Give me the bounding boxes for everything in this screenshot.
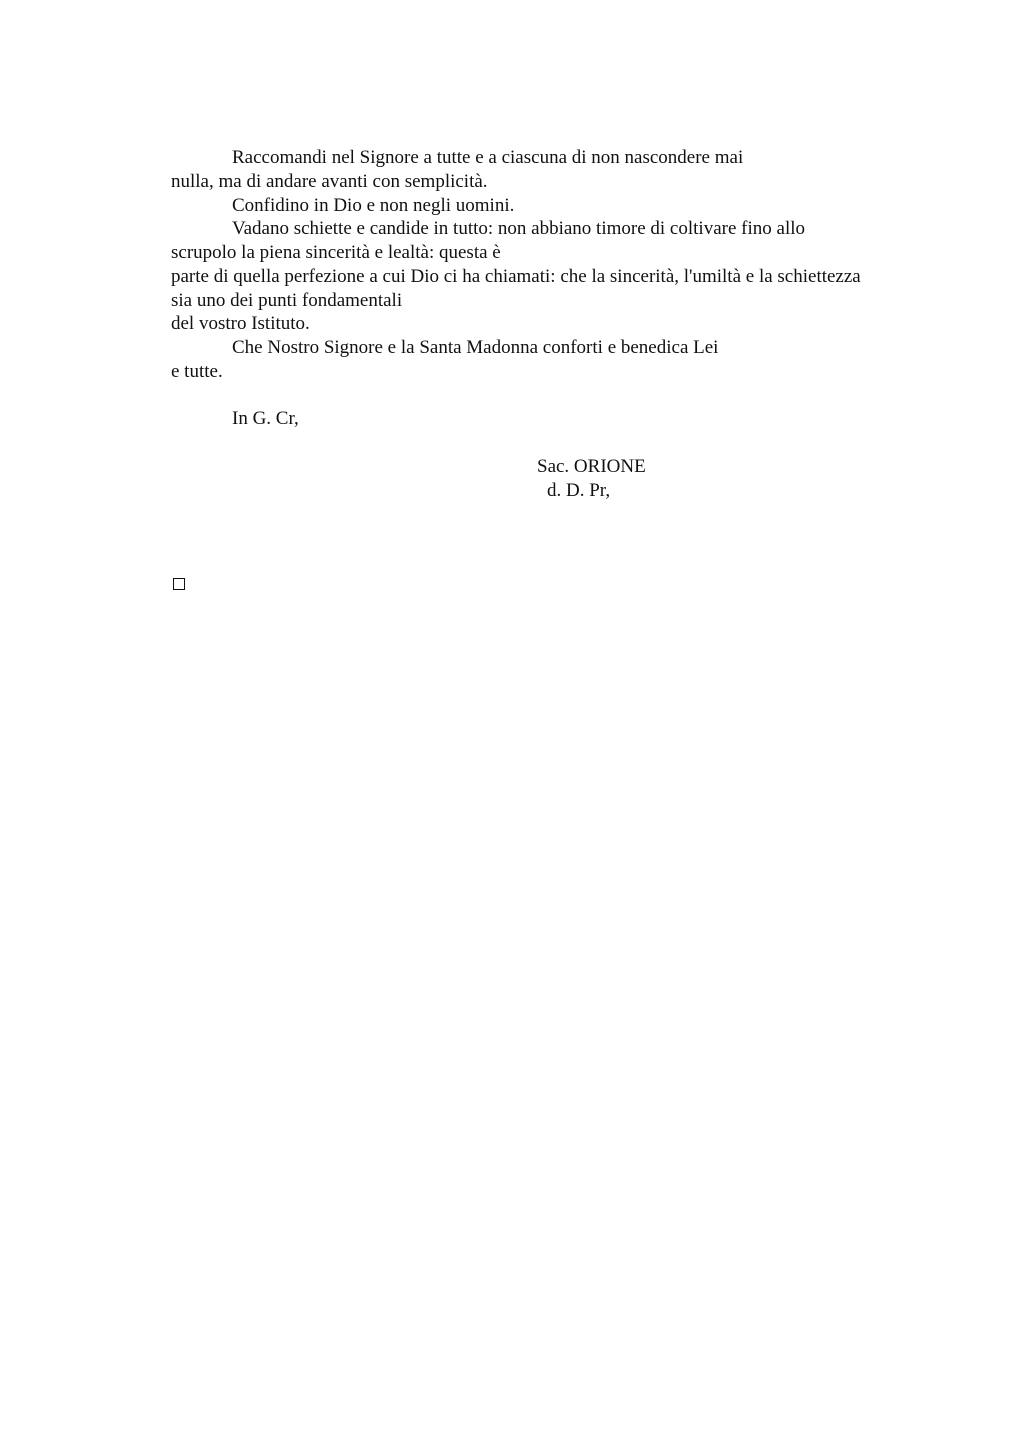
- body-line-7: sia uno dei punti fondamentali: [171, 290, 403, 311]
- body-line-9: Che Nostro Signore e la Santa Madonna conforti e benedica Lei: [232, 337, 719, 358]
- body-line-1: Raccomandi nel Signore a tutte e a ciascuna di non nascondere mai: [232, 147, 744, 168]
- body-line-4: Vadano schiette e candide in tutto: non abbiano timore di coltivare fino allo: [232, 218, 805, 239]
- body-line-10: e tutte.: [171, 361, 223, 382]
- checkbox-icon: [173, 578, 185, 590]
- body-line-8: del vostro Istituto.: [171, 313, 310, 334]
- signature-name: Sac. ORIONE: [537, 456, 646, 477]
- body-line-6: parte di quella perfezione a cui Dio ci ha chiamati: che la sincerità, l'umiltà e la schiettezza: [171, 266, 861, 287]
- closing-salutation: In G. Cr,: [232, 408, 299, 429]
- body-line-3: Confidino in Dio e non negli uomini.: [232, 195, 515, 216]
- body-line-2: nulla, ma di andare avanti con semplicità.: [171, 171, 488, 192]
- signature-title: d. D. Pr,: [547, 480, 611, 501]
- body-line-5: scrupolo la piena sincerità e lealtà: questa è: [171, 242, 501, 263]
